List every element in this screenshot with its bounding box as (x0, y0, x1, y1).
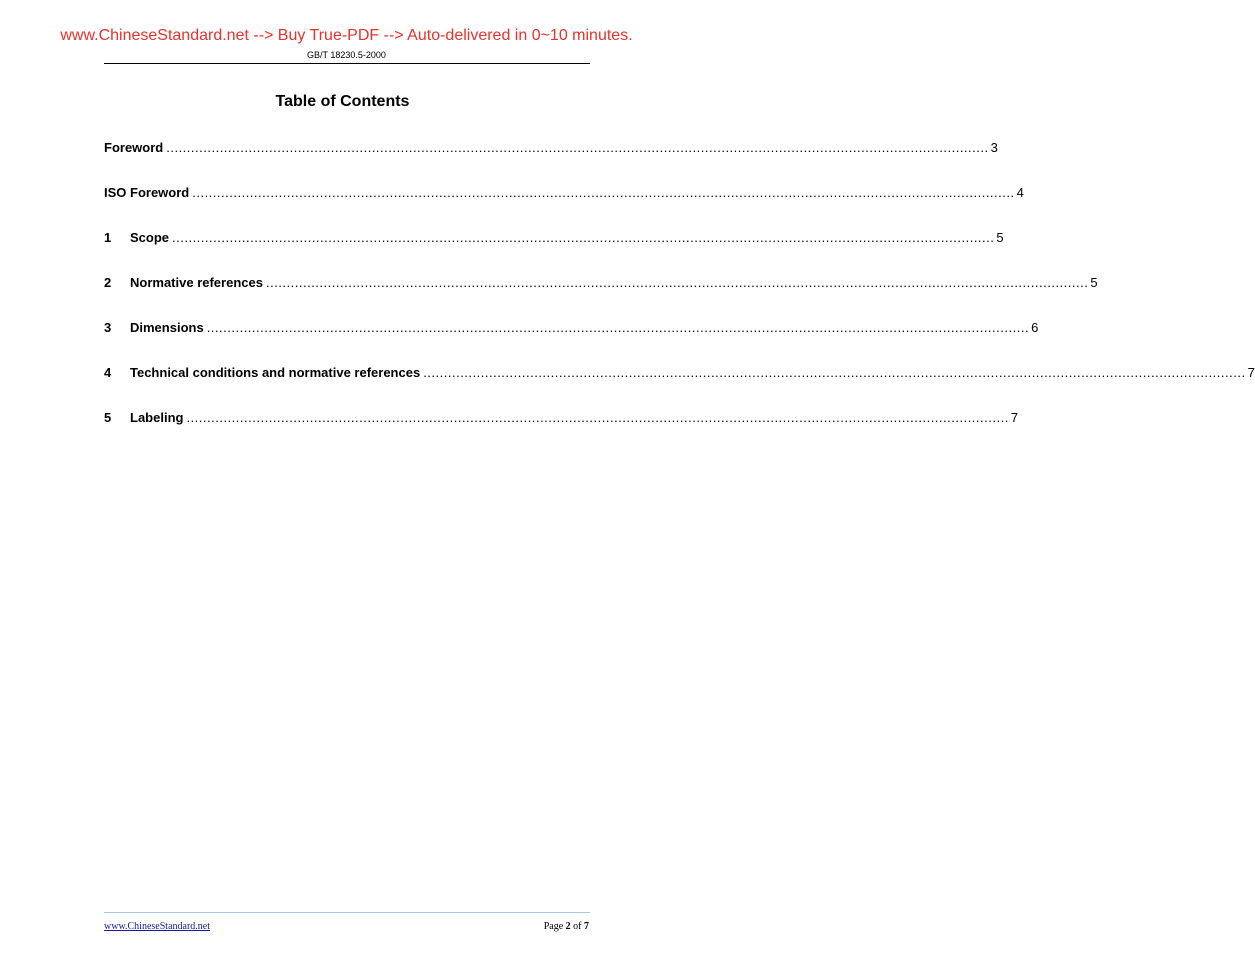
toc-entry-page: 7 (1010, 410, 1019, 425)
toc-entry-foreword[interactable] (104, 140, 998, 158)
toc-entry-page: 5 (996, 230, 1004, 245)
toc-entry-iso-foreword[interactable] (104, 185, 1024, 203)
toc-entry-label: Dimensions (130, 320, 204, 335)
toc-title: Table of Contents (275, 93, 410, 110)
toc-entry-label: Scope (130, 230, 170, 245)
page-total: 7 (584, 921, 589, 932)
toc-leader-dots: ........................................................................................................................................................................................................ (423, 365, 1246, 380)
toc-entry-number: 5 (104, 410, 112, 425)
toc-entry-page: 6 (1031, 320, 1039, 335)
toc-leader-dots: ........................................................................................................................................................................................................ (265, 275, 1089, 290)
toc-entry-technical-conditions[interactable] (104, 365, 1255, 383)
promo-banner[interactable]: www.ChineseStandard.net --> Buy True-PDF --> Auto-delivered in 0~10 minutes. (60, 27, 633, 44)
footer-divider (104, 912, 590, 913)
toc-leader-dots: ........................................................................................................................................................................................................ (206, 320, 1030, 335)
toc-entry-scope[interactable] (104, 230, 1004, 248)
toc-entry-number: 1 (104, 230, 112, 245)
page-current: 2 (565, 921, 571, 932)
toc-entry-number: 4 (104, 365, 112, 380)
toc-entry-label: Labeling (130, 410, 184, 425)
toc-entry-label: ISO Foreword (104, 185, 190, 200)
toc-leader-dots: ........................................................................................................................................................................................................ (166, 140, 989, 155)
toc-entry-labeling[interactable] (104, 410, 1019, 428)
page-of: of (573, 921, 582, 932)
toc-leader-dots: ........................................................................................................................................................................................................ (192, 185, 1015, 200)
page-prefix: Page (543, 921, 564, 932)
toc-entry-page: 5 (1090, 275, 1098, 290)
page-indicator (544, 921, 589, 932)
document-code: GB/T 18230.5-2000 (307, 50, 386, 60)
toc-entry-label: Normative references (130, 275, 263, 290)
toc-entry-page: 7 (1247, 365, 1255, 380)
toc-leader-dots: ........................................................................................................................................................................................................ (172, 230, 995, 245)
toc-entry-number: 3 (104, 320, 112, 335)
toc-entry-label: Foreword (104, 140, 164, 155)
header-divider (104, 63, 590, 64)
toc-entry-page: 4 (1016, 185, 1024, 200)
toc-entry-dimensions[interactable] (104, 320, 1039, 338)
toc-entry-number: 2 (104, 275, 112, 290)
toc-entry-page: 3 (990, 140, 998, 155)
footer-site-link[interactable]: www.ChineseStandard.net (104, 921, 210, 932)
toc-entry-normative-references[interactable] (104, 275, 1098, 293)
toc-leader-dots: ........................................................................................................................................................................................................ (186, 410, 1009, 425)
toc-entry-label: Technical conditions and normative references (130, 365, 421, 380)
